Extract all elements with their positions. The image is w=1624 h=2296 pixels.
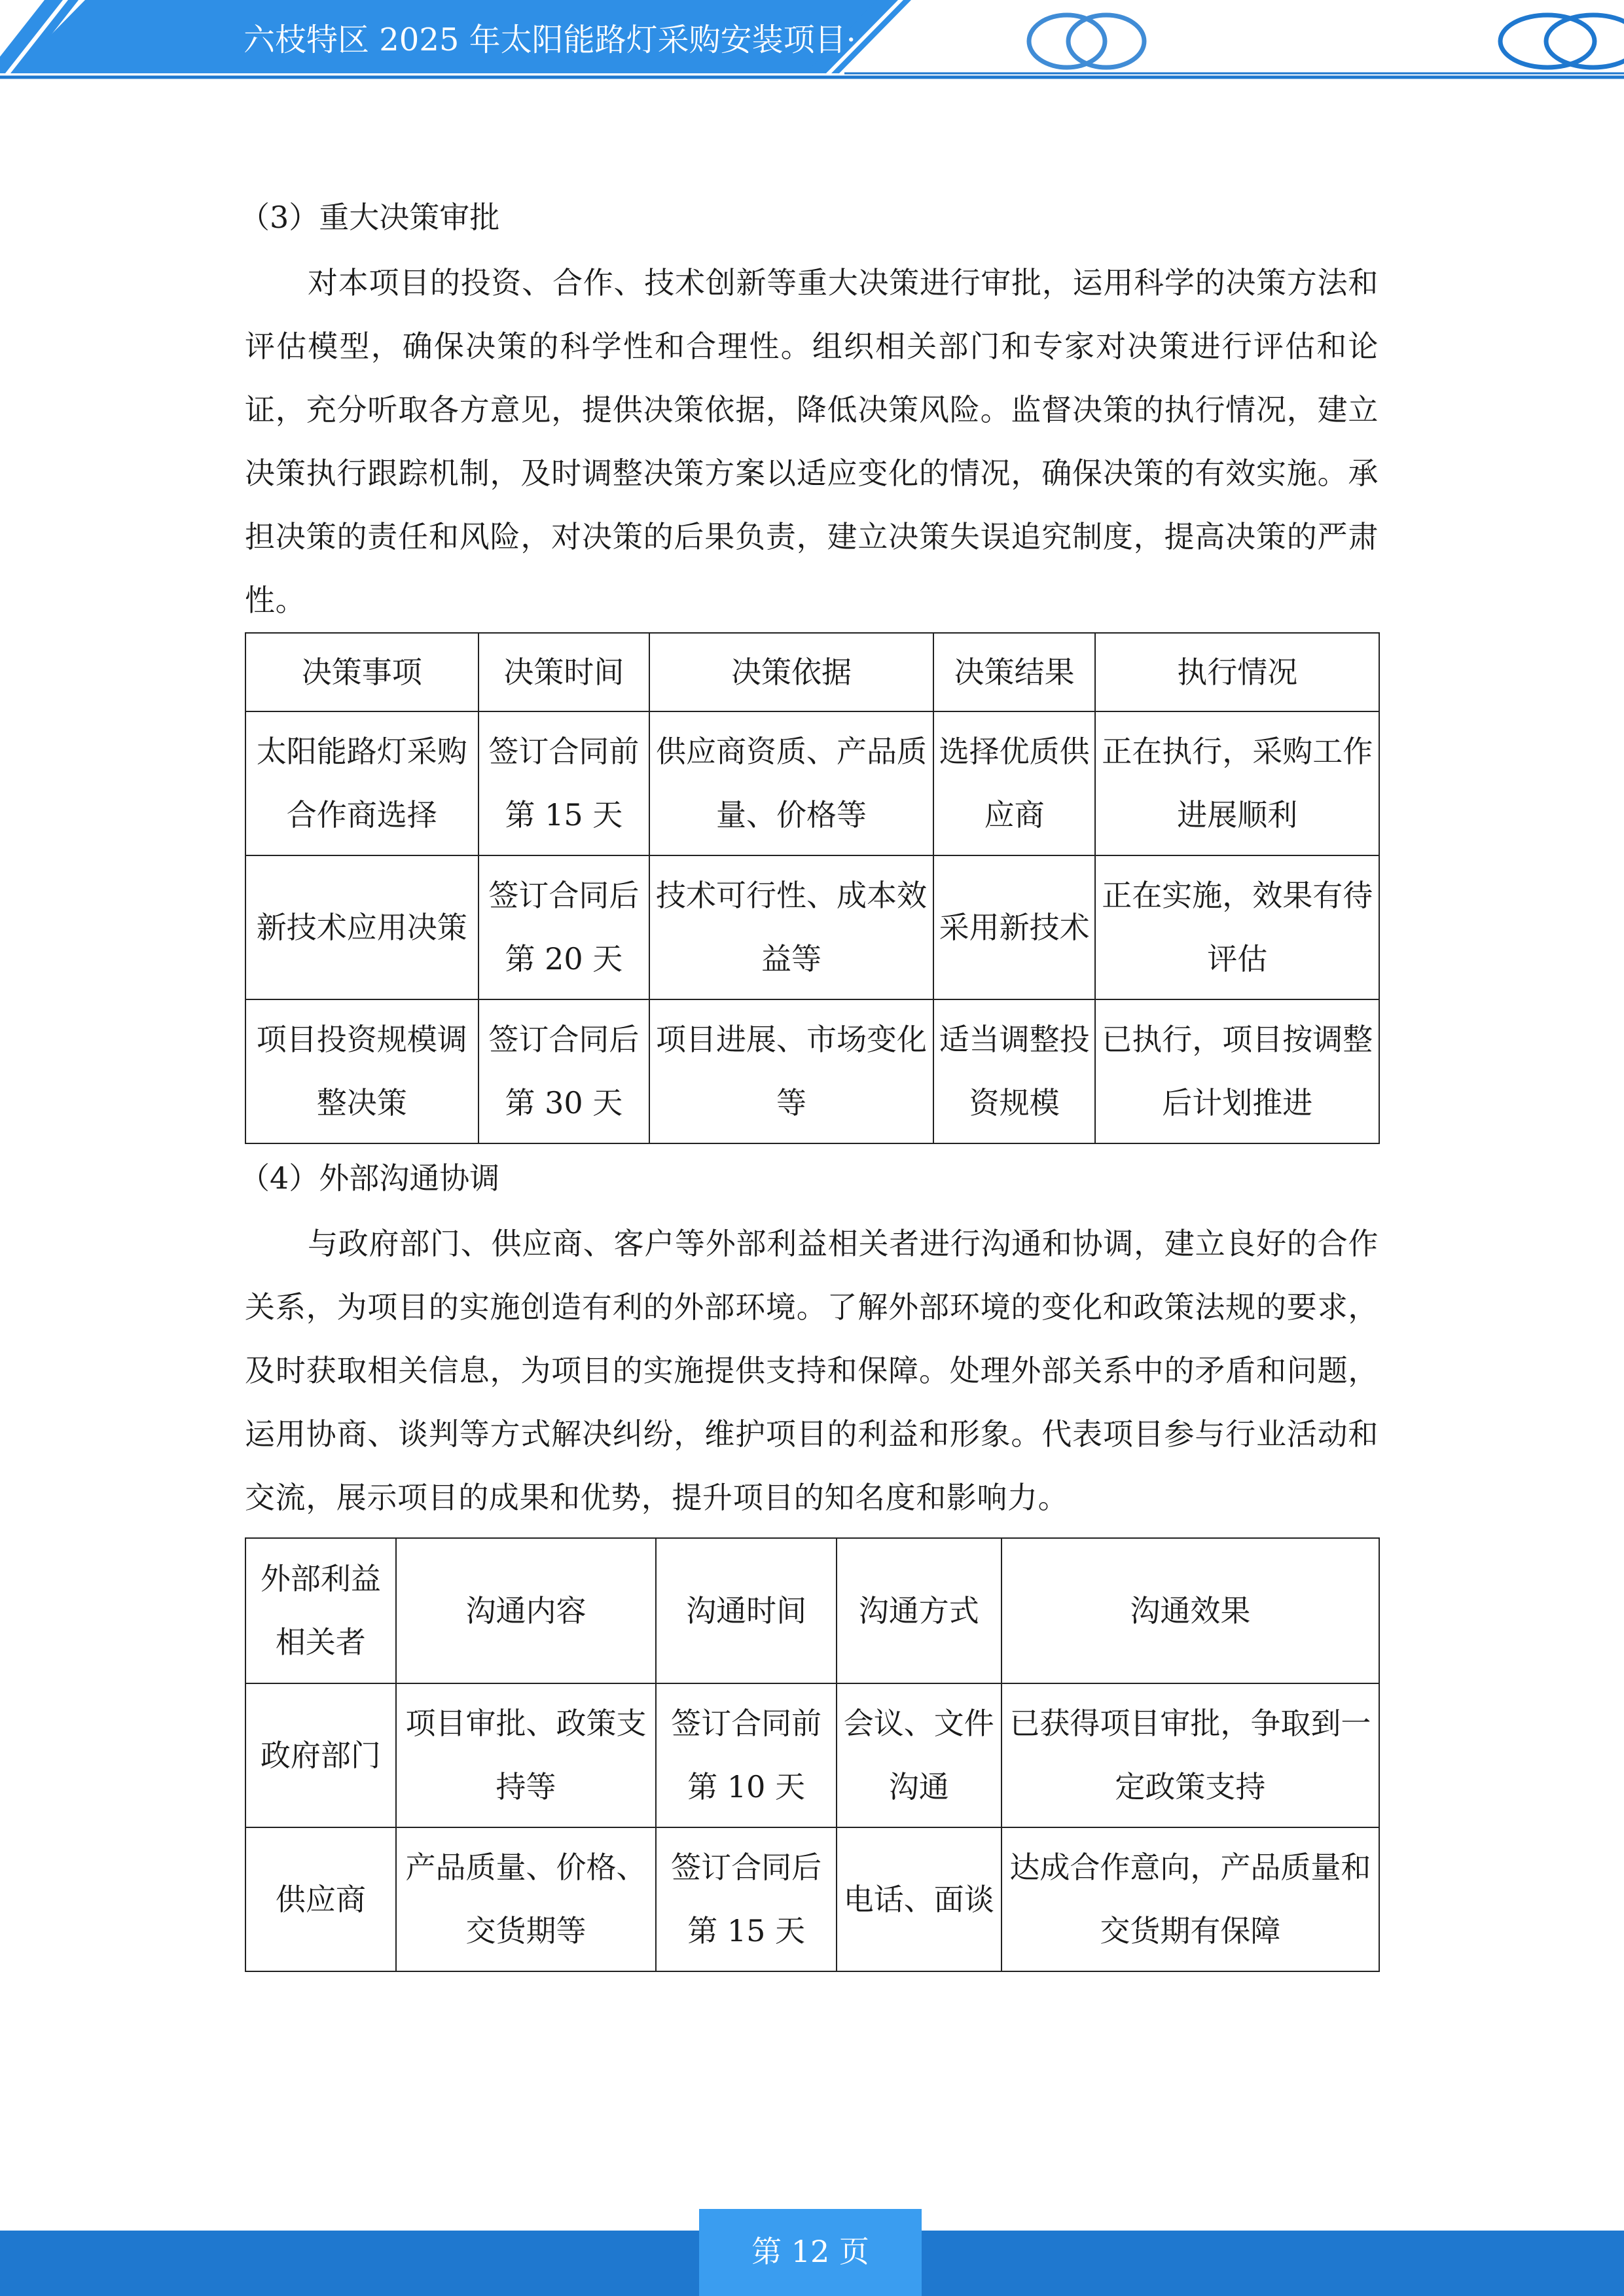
table-cell: 达成合作意向，产品质量和交货期有保障 [1001, 1827, 1379, 1971]
table-cell: 项目审批、政策支持等 [396, 1683, 657, 1827]
header-title: 六枝特区 2025 年太阳能路灯采购安装项目· [244, 22, 856, 58]
table-header-cell: 外部利益相关者 [245, 1538, 396, 1683]
table-header-cell: 执行情况 [1095, 633, 1379, 711]
page-number: 第 12 页 [751, 2234, 869, 2269]
table-row [245, 711, 1379, 855]
table-cell: 签订合同后第 30 天 [478, 999, 650, 1143]
double-ring-logo-icon [1021, 5, 1152, 77]
table-cell: 供应商资质、产品质量、价格等 [649, 711, 933, 855]
page-header [0, 0, 1624, 81]
table-cell: 签订合同前第 10 天 [656, 1683, 837, 1827]
table-cell: 签订合同前第 15 天 [478, 711, 650, 855]
table-row [245, 855, 1379, 999]
table-cell: 签订合同后第 15 天 [656, 1827, 837, 1971]
table-header-row [245, 633, 1379, 711]
body-paragraph: 对本项目的投资、合作、技术创新等重大决策进行审批，运用科学的决策方法和评估模型，确保决策的科学性和合理性。组织相关部门和专家对决策进行评估和论证，充分听取各方意见，提供决策依据，降低决策风险。监督决策的执行情况，建立决策执行跟踪机制，及时调整决策方案以适应变化的情况，确保决策的有效实施。承担决策的责任和风险，对决策的后果负责，建立决策失误追究制度，提高决策的严肃性。 [245, 265, 1379, 618]
table-header-cell: 沟通效果 [1001, 1538, 1379, 1683]
table-header-cell: 决策结果 [933, 633, 1096, 711]
table-cell: 选择优质供应商 [933, 711, 1096, 855]
table-cell: 项目投资规模调整决策 [245, 999, 478, 1143]
section-heading: （3）重大决策审批 [240, 200, 500, 235]
table-cell: 正在实施，效果有待评估 [1095, 855, 1379, 999]
table-header-cell: 沟通时间 [656, 1538, 837, 1683]
section-heading: （4）外部沟通协调 [240, 1160, 500, 1196]
table-row [245, 1683, 1379, 1827]
document-body [240, 183, 1379, 1972]
table-header-cell: 决策依据 [649, 633, 933, 711]
double-ring-logo-icon [1489, 5, 1624, 77]
table-header-cell: 沟通内容 [396, 1538, 657, 1683]
table-cell: 适当调整投资规模 [933, 999, 1096, 1143]
communication-table [245, 1537, 1380, 1972]
table-header-cell: 决策事项 [245, 633, 478, 711]
table-header-cell: 决策时间 [478, 633, 650, 711]
table-cell: 太阳能路灯采购合作商选择 [245, 711, 478, 855]
table-row [245, 1827, 1379, 1971]
table-cell: 签订合同后第 20 天 [478, 855, 650, 999]
table-cell: 已执行，项目按调整后计划推进 [1095, 999, 1379, 1143]
table-cell: 政府部门 [245, 1683, 396, 1827]
table-header-cell: 沟通方式 [837, 1538, 1001, 1683]
table-cell: 电话、面谈 [837, 1827, 1001, 1971]
table-cell: 已获得项目审批，争取到一定政策支持 [1001, 1683, 1379, 1827]
table-cell: 产品质量、价格、交货期等 [396, 1827, 657, 1971]
table-cell: 采用新技术 [933, 855, 1096, 999]
table-cell: 项目进展、市场变化等 [649, 999, 933, 1143]
decision-table [245, 632, 1380, 1144]
body-paragraph: 与政府部门、供应商、客户等外部利益相关者进行沟通和协调，建立良好的合作关系，为项目的实施创造有利的外部环境。了解外部环境的变化和政策法规的要求，及时获取相关信息，为项目的实施提供支持和保障。处理外部关系中的矛盾和问题，运用协商、谈判等方式解决纠纷，维护项目的利益和形象。代表项目参与行业活动和交流，展示项目的成果和优势，提升项目的知名度和影响力。 [245, 1226, 1379, 1515]
table-header-row [245, 1538, 1379, 1683]
table-cell: 会议、文件沟通 [837, 1683, 1001, 1827]
table-row [245, 999, 1379, 1143]
table-cell: 新技术应用决策 [245, 855, 478, 999]
table-cell: 技术可行性、成本效益等 [649, 855, 933, 999]
table-cell: 供应商 [245, 1827, 396, 1971]
table-cell: 正在执行，采购工作进展顺利 [1095, 711, 1379, 855]
